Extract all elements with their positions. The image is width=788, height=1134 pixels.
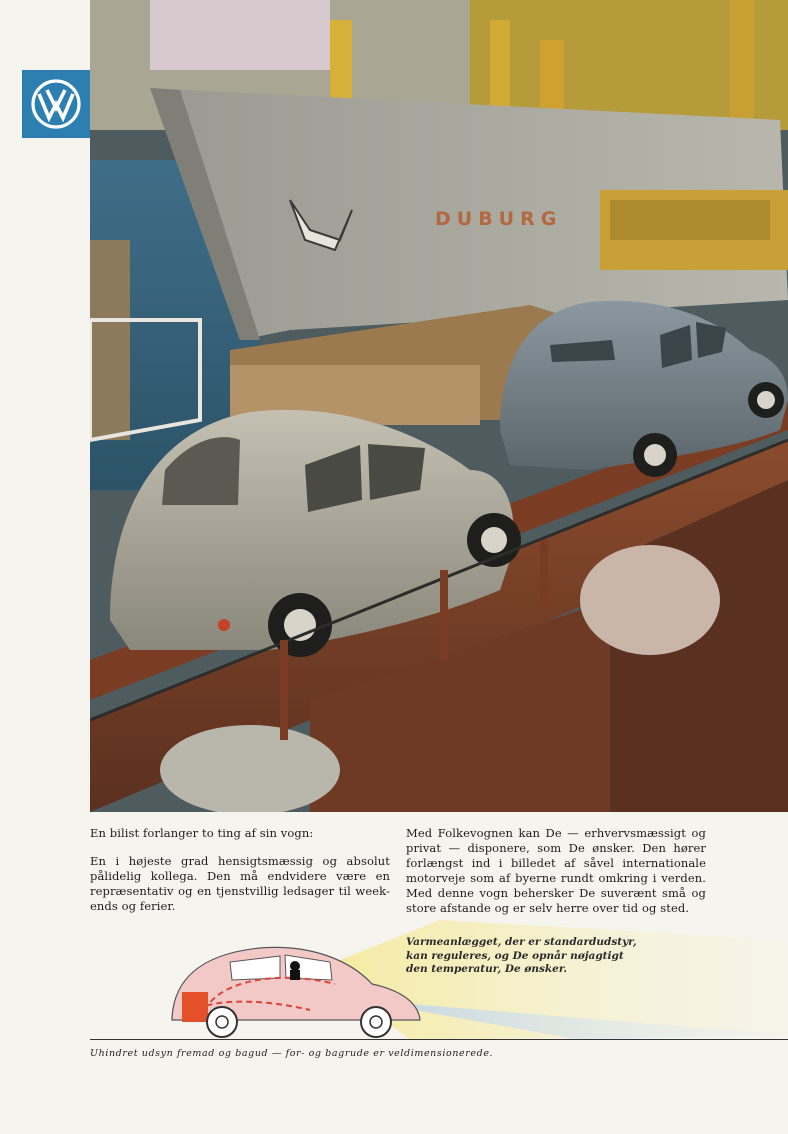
left-body: En i højeste grad hensigtsmæssig og absolut pålidelig kollega. Den må endvidere være en repræsentativ og en tjenstvillig ledsager til week-ends og ferier. xyxy=(90,854,390,913)
ship-name: DUBURG xyxy=(435,208,563,230)
heater-caption xyxy=(406,936,666,977)
heater-caption-line-3: den temperatur, De ønsker. xyxy=(406,963,568,975)
vw-logo xyxy=(22,70,90,138)
heater-caption-line-2: kan reguleres, og De opnår nøjagtigt xyxy=(406,949,624,962)
heater-caption-line-1: Varmeanlægget, der er standardudstyr, xyxy=(406,936,637,948)
ground-rule xyxy=(90,1039,788,1040)
harbour-photo xyxy=(90,0,788,812)
car-cutaway-diagram xyxy=(160,940,428,1040)
right-body: Med Folkevognen kan De — erhvervsmæssigt og privat — disponere, som De ønsker. Den hører forlængst ind i billedet af såvel internationale motorveje som af byerne rundt omkring i verden. Med denne vogn behersker De suverænt små og store afstande og er selv herre over tid og sted. xyxy=(406,826,706,915)
vw-badge-icon xyxy=(30,78,82,130)
visibility-caption: Uhindret udsyn fremad og bagud — for- og bagrude er veldimensionerede. xyxy=(90,1048,494,1059)
left-heading: En bilist forlanger to ting af sin vogn: xyxy=(90,826,314,840)
